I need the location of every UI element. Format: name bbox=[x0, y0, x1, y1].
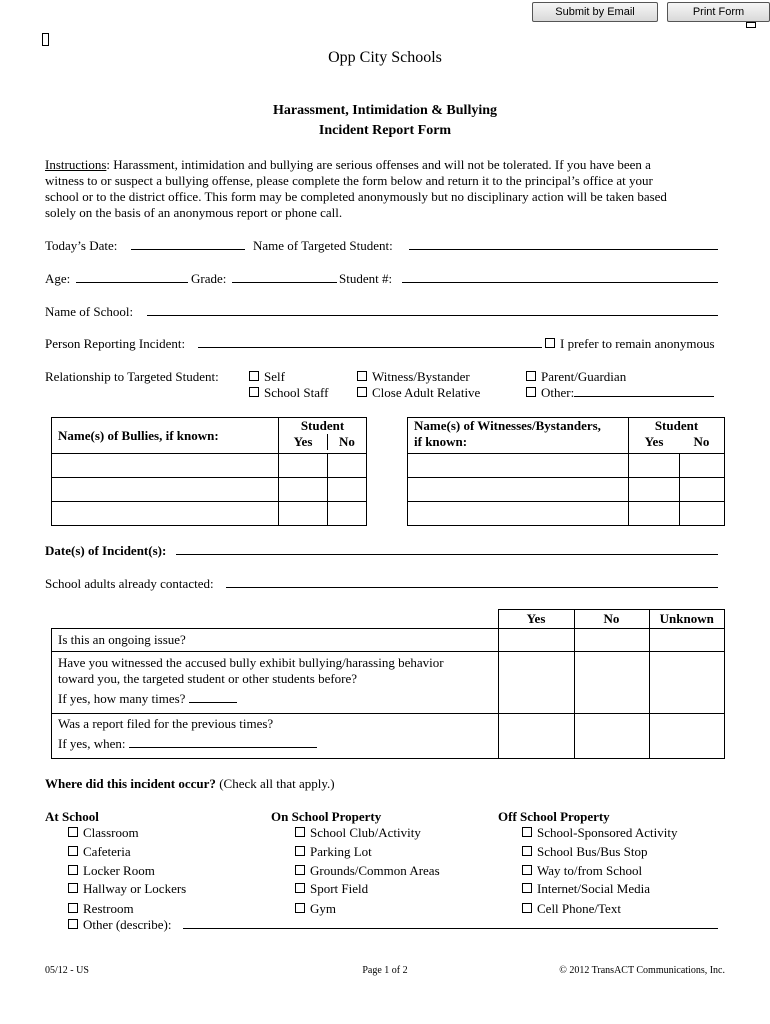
instructions-label: Instructions bbox=[45, 157, 107, 172]
school-name-label: Name of School: bbox=[45, 304, 134, 319]
club-checkbox[interactable] bbox=[295, 827, 305, 837]
other-location-field[interactable] bbox=[183, 917, 718, 929]
anonymous-label: I prefer to remain anonymous bbox=[560, 336, 715, 351]
question-report-filed bbox=[52, 714, 499, 759]
student-number-label: Student #: bbox=[339, 271, 393, 286]
witness-name-cell[interactable] bbox=[408, 502, 629, 526]
witness-yes-cell[interactable] bbox=[629, 454, 680, 478]
col-no-header: No bbox=[574, 610, 649, 629]
self-checkbox[interactable] bbox=[249, 371, 259, 381]
instructions-line4: solely on the basis of an anonymous report or phone call. bbox=[45, 205, 343, 220]
other-relationship-label: Other: bbox=[541, 385, 575, 400]
bus-label: School Bus/Bus Stop bbox=[537, 844, 648, 859]
cell-label: Cell Phone/Text bbox=[537, 901, 621, 916]
witnesses-student-header bbox=[629, 418, 725, 454]
report-unknown-cell[interactable] bbox=[649, 714, 725, 759]
other-location-label: Other (describe): bbox=[83, 917, 172, 932]
location-question bbox=[45, 776, 335, 792]
location-question-text: Where did this incident occur? bbox=[45, 776, 216, 791]
instructions-line1 bbox=[45, 157, 651, 173]
parent-checkbox[interactable] bbox=[526, 371, 536, 381]
witness-name-cell[interactable] bbox=[408, 454, 629, 478]
hallway-checkbox[interactable] bbox=[68, 883, 78, 893]
staff-label: School Staff bbox=[264, 385, 329, 400]
off-property-title: Off School Property bbox=[498, 809, 610, 824]
classroom-checkbox[interactable] bbox=[68, 827, 78, 837]
student-number-field[interactable] bbox=[402, 271, 718, 283]
page-number: Page 1 of 2 bbox=[362, 965, 408, 976]
witnesses-name-header-line1: Name(s) of Witnesses/Bystanders, bbox=[414, 418, 601, 433]
witnesses-no-label: No bbox=[693, 434, 710, 449]
report-no-cell[interactable] bbox=[574, 714, 649, 759]
witnesses-name-header bbox=[408, 418, 629, 454]
bullies-table bbox=[51, 417, 367, 526]
question-witnessed-line2: toward you, the targeted student or other students before? bbox=[58, 671, 358, 686]
relationship-self-option[interactable] bbox=[249, 369, 285, 385]
relationship-other-option[interactable] bbox=[526, 385, 714, 401]
witness-no-cell[interactable] bbox=[680, 478, 725, 502]
instructions-text: : Harassment, intimidation and bullying are serious offenses and will not be tolerated. If you have been a bbox=[106, 157, 651, 172]
when-label: If yes, when: bbox=[58, 736, 126, 751]
location-sport-field-option[interactable] bbox=[295, 881, 368, 897]
location-hallway-option[interactable] bbox=[68, 881, 186, 897]
anonymous-checkbox[interactable] bbox=[545, 338, 555, 348]
witness-checkbox[interactable] bbox=[357, 371, 367, 381]
form-code: 05/12 - US bbox=[45, 965, 89, 976]
when-row bbox=[58, 734, 498, 754]
location-question-hint: (Check all that apply.) bbox=[215, 776, 335, 791]
grade-field[interactable] bbox=[232, 271, 337, 283]
todays-date-field[interactable] bbox=[131, 238, 245, 250]
witnesses-yes-label: Yes bbox=[644, 434, 664, 449]
witness-yes-cell[interactable] bbox=[629, 478, 680, 502]
incident-dates-label: Date(s) of Incident(s): bbox=[45, 543, 167, 558]
relationship-label: Relationship to Targeted Student: bbox=[45, 369, 219, 384]
other-location-checkbox[interactable] bbox=[68, 919, 78, 929]
location-other-option[interactable] bbox=[68, 917, 171, 933]
person-reporting-label: Person Reporting Incident: bbox=[45, 336, 186, 351]
witness-label: Witness/Bystander bbox=[372, 369, 470, 384]
location-restroom-option[interactable] bbox=[68, 901, 134, 917]
bullies-yes-label: Yes bbox=[293, 434, 313, 449]
cell-checkbox[interactable] bbox=[522, 903, 532, 913]
locker-room-checkbox[interactable] bbox=[68, 865, 78, 875]
bully-yes-cell[interactable] bbox=[279, 454, 328, 478]
way-checkbox[interactable] bbox=[522, 865, 532, 875]
print-form-button[interactable]: Print Form bbox=[667, 2, 770, 22]
sponsored-checkbox[interactable] bbox=[522, 827, 532, 837]
age-field[interactable] bbox=[76, 271, 188, 283]
bullies-student-header bbox=[279, 418, 367, 454]
parking-checkbox[interactable] bbox=[295, 846, 305, 856]
bully-yes-cell[interactable] bbox=[279, 502, 328, 526]
form-field-marker-icon bbox=[42, 33, 49, 46]
relative-label: Close Adult Relative bbox=[372, 385, 481, 400]
sponsored-label: School-Sponsored Activity bbox=[537, 825, 678, 840]
bully-name-cell[interactable] bbox=[52, 454, 279, 478]
location-cell-option[interactable] bbox=[522, 901, 621, 917]
bus-checkbox[interactable] bbox=[522, 846, 532, 856]
times-field[interactable] bbox=[189, 691, 237, 703]
witness-no-cell[interactable] bbox=[680, 502, 725, 526]
bully-no-cell[interactable] bbox=[328, 502, 367, 526]
school-name-field[interactable] bbox=[147, 304, 718, 316]
question-ongoing bbox=[52, 629, 499, 652]
self-label: Self bbox=[264, 369, 285, 384]
col-unknown-header: Unknown bbox=[649, 610, 725, 629]
school-adults-label: School adults already contacted: bbox=[45, 576, 214, 591]
question-witnessed-line1: Have you witnessed the accused bully exhibit bullying/harassing behavior bbox=[58, 655, 444, 670]
instructions-line3: school or to the district office. This form may be completed anonymously but no disciplinary action will be taken based bbox=[45, 189, 667, 204]
staff-checkbox[interactable] bbox=[249, 387, 259, 397]
location-bus-option[interactable] bbox=[522, 844, 648, 860]
person-reporting-field[interactable] bbox=[198, 336, 542, 348]
witness-yes-cell[interactable] bbox=[629, 502, 680, 526]
at-school-title: At School bbox=[45, 809, 99, 824]
ongoing-yes-cell[interactable] bbox=[498, 629, 574, 652]
internet-label: Internet/Social Media bbox=[537, 881, 650, 896]
location-locker-room-option[interactable] bbox=[68, 863, 155, 879]
copyright: © 2012 TransACT Communications, Inc. bbox=[559, 965, 725, 976]
bully-no-cell[interactable] bbox=[328, 454, 367, 478]
witnessed-unknown-cell[interactable] bbox=[649, 652, 725, 714]
relative-checkbox[interactable] bbox=[357, 387, 367, 397]
bullies-name-header bbox=[52, 418, 279, 454]
relationship-relative-option[interactable] bbox=[357, 385, 480, 401]
internet-checkbox[interactable] bbox=[522, 883, 532, 893]
targeted-student-field[interactable] bbox=[409, 238, 718, 250]
hallway-label: Hallway or Lockers bbox=[83, 881, 187, 896]
bullies-no-label: No bbox=[327, 434, 366, 450]
location-grounds-option[interactable] bbox=[295, 863, 440, 879]
relationship-witness-option[interactable] bbox=[357, 369, 470, 385]
targeted-student-label: Name of Targeted Student: bbox=[253, 238, 393, 253]
bullies-name-header-text: Name(s) of Bullies, if known: bbox=[58, 427, 219, 443]
witness-name-cell[interactable] bbox=[408, 478, 629, 502]
other-relationship-field[interactable] bbox=[574, 385, 714, 397]
relationship-parent-option[interactable] bbox=[526, 369, 626, 385]
bully-no-cell[interactable] bbox=[328, 478, 367, 502]
sport-field-checkbox[interactable] bbox=[295, 883, 305, 893]
cafeteria-label: Cafeteria bbox=[83, 844, 131, 859]
relationship-staff-option[interactable] bbox=[249, 385, 328, 401]
question-ongoing-text: Is this an ongoing issue? bbox=[58, 632, 186, 647]
district-name: Opp City Schools bbox=[328, 49, 442, 66]
form-title-line1: Harassment, Intimidation & Bullying bbox=[272, 103, 498, 118]
witnessed-no-cell[interactable] bbox=[574, 652, 649, 714]
witnesses-student-label: Student bbox=[654, 418, 699, 433]
col-yes-header: Yes bbox=[498, 610, 574, 629]
when-field[interactable] bbox=[129, 736, 317, 748]
cafeteria-checkbox[interactable] bbox=[68, 846, 78, 856]
gym-checkbox[interactable] bbox=[295, 903, 305, 913]
other-relationship-checkbox[interactable] bbox=[526, 387, 536, 397]
restroom-label: Restroom bbox=[83, 901, 134, 916]
school-adults-field[interactable] bbox=[226, 576, 718, 588]
form-field-marker-icon bbox=[746, 22, 756, 28]
on-property-title: On School Property bbox=[271, 809, 382, 824]
anonymous-option[interactable] bbox=[545, 336, 715, 352]
ongoing-unknown-cell[interactable] bbox=[649, 629, 725, 652]
way-label: Way to/from School bbox=[537, 863, 643, 878]
locker-room-label: Locker Room bbox=[83, 863, 155, 878]
witnessed-yes-cell[interactable] bbox=[498, 652, 574, 714]
grounds-checkbox[interactable] bbox=[295, 865, 305, 875]
location-sponsored-option[interactable] bbox=[522, 825, 677, 841]
witnesses-name-header-line2: if known: bbox=[414, 434, 468, 449]
classroom-label: Classroom bbox=[83, 825, 139, 840]
incident-dates-field[interactable] bbox=[176, 543, 718, 555]
todays-date-label: Today’s Date: bbox=[45, 238, 118, 253]
location-parking-option[interactable] bbox=[295, 844, 372, 860]
witness-no-cell[interactable] bbox=[680, 454, 725, 478]
times-row bbox=[58, 691, 498, 707]
bully-yes-cell[interactable] bbox=[279, 478, 328, 502]
bully-name-cell[interactable] bbox=[52, 502, 279, 526]
location-way-option[interactable] bbox=[522, 863, 642, 879]
location-cafeteria-option[interactable] bbox=[68, 844, 131, 860]
restroom-checkbox[interactable] bbox=[68, 903, 78, 913]
form-title-line2: Incident Report Form bbox=[318, 123, 452, 138]
question-witnessed-before bbox=[52, 652, 499, 714]
bullies-student-label: Student bbox=[300, 418, 345, 433]
location-gym-option[interactable] bbox=[295, 901, 336, 917]
gym-label: Gym bbox=[310, 901, 336, 916]
instructions-line2: witness to or suspect a bullying offense, please complete the form below and return it to the principal’s office at your bbox=[45, 173, 653, 188]
age-label: Age: bbox=[45, 271, 71, 286]
submit-by-email-button[interactable]: Submit by Email bbox=[532, 2, 658, 22]
questions-table bbox=[51, 609, 725, 759]
parking-label: Parking Lot bbox=[310, 844, 372, 859]
location-internet-option[interactable] bbox=[522, 881, 650, 897]
location-club-option[interactable] bbox=[295, 825, 421, 841]
grade-label: Grade: bbox=[191, 271, 227, 286]
ongoing-no-cell[interactable] bbox=[574, 629, 649, 652]
parent-label: Parent/Guardian bbox=[541, 369, 627, 384]
location-classroom-option[interactable] bbox=[68, 825, 139, 841]
report-filed-text: Was a report filed for the previous times? bbox=[58, 716, 274, 731]
bully-name-cell[interactable] bbox=[52, 478, 279, 502]
witnesses-table bbox=[407, 417, 725, 526]
report-yes-cell[interactable] bbox=[498, 714, 574, 759]
times-label: If yes, how many times? bbox=[58, 691, 186, 706]
grounds-label: Grounds/Common Areas bbox=[310, 863, 440, 878]
club-label: School Club/Activity bbox=[310, 825, 421, 840]
questions-header-spacer bbox=[52, 610, 499, 629]
sport-field-label: Sport Field bbox=[310, 881, 369, 896]
